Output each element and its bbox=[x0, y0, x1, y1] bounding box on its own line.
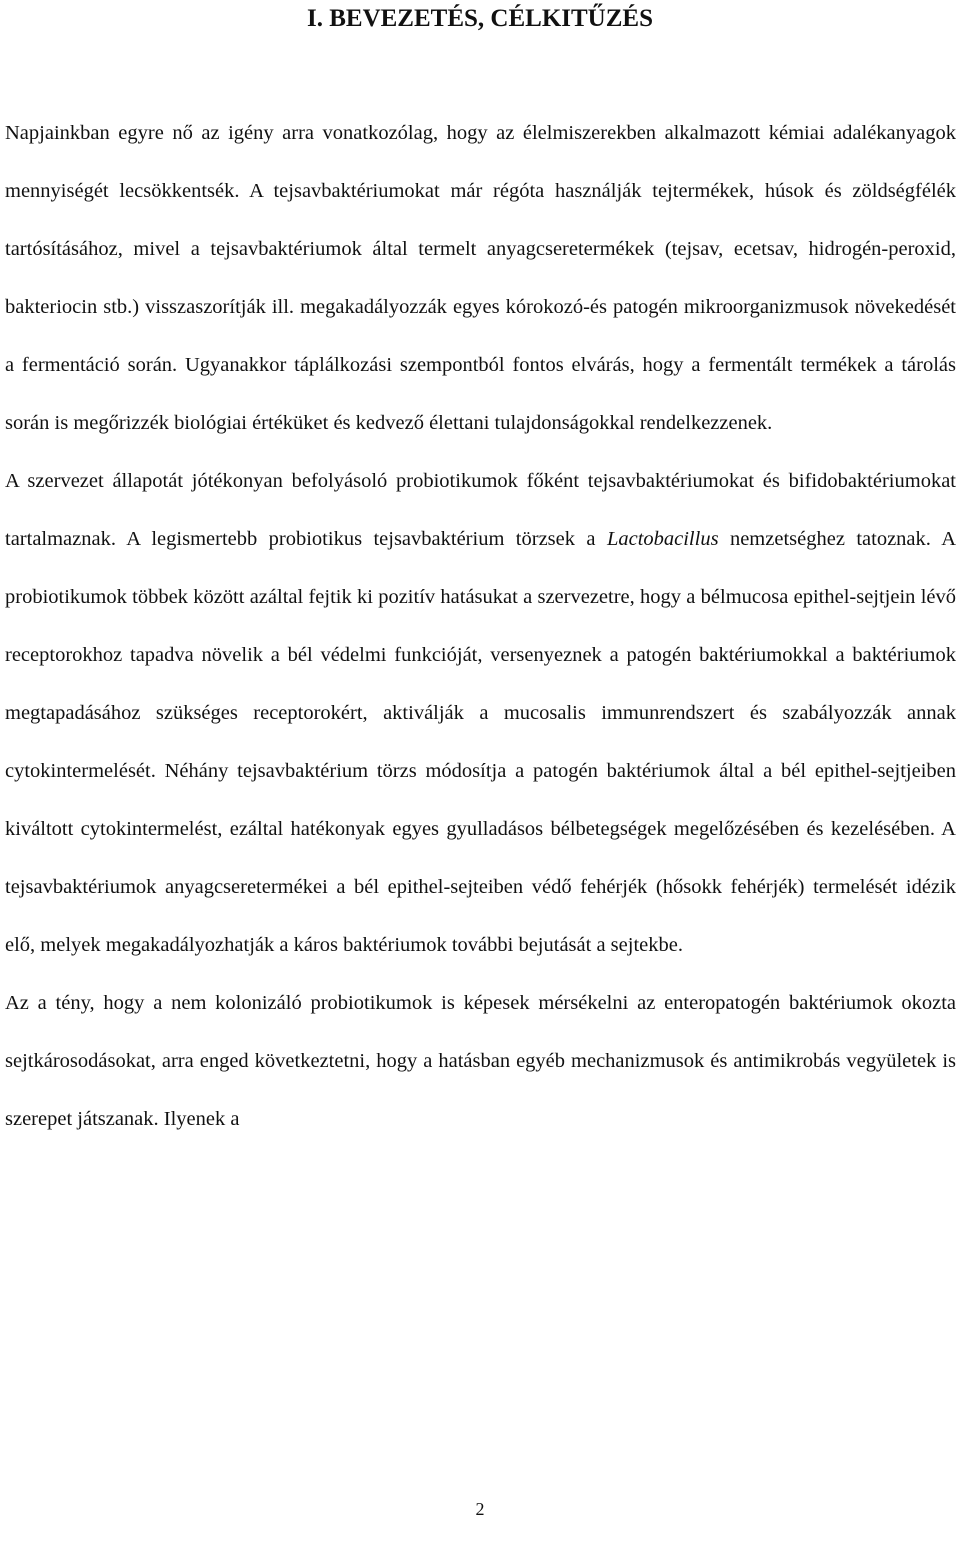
page-number: 2 bbox=[475, 1499, 485, 1519]
paragraph-1-text: Napjainkban egyre nő az igény arra vonatkozólag, hogy az élelmiszerekben alkalmazott kémiai adalékanyagok mennyiségét lecsökkentsék. A tejsavbaktériumokat már régóta használják tejtermékek, húsok és zöldségfélék tartósításához, mivel a tejsavbaktériumok által termelt anyagcseretermékek (tejsav, ecetsav, hidrogén-peroxid, bakteriocin stb.) visszaszorítják ill. megakadályozzák egyes kórokozó-és patogén mikroorganizmusok növekedését a fermentáció során. Ugyanakkor táplálkozási szempontból fontos elvárás, hogy a fermentált termékek a tárolás során is megőrizzék biológiai értéküket és kedvező élettani tulajdonságokkal rendelkezzenek. bbox=[5, 122, 956, 434]
paragraph-3 bbox=[5, 974, 956, 1148]
paragraph-2-text-rest: nemzetséghez tatoznak. A probiotikumok többek között azáltal fejtik ki pozitív hatásukat a szervezetre, hogy a bélmucosa epithel-sejtjein lévő receptorokhoz tapadva növelik a bél védelmi funkcióját, versenyeznek a patogén baktériumokkal a baktériumok megtapadásához szükséges receptorokért, aktiválják a mucosalis immunrendszert és szabályozzák annak cytokintermelését. Néhány tejsavbaktérium törzs módosítja a patogén baktériumok által a bél epithel-sejtjeiben kiváltott cytokintermelést, ezáltal hatékonyak egyes gyulladásos bélbetegségek megelőzésében és kezelésében. A tejsavbaktériumok anyagcseretermékei a bél epithel-sejteiben védő fehérjék (hősokk fehérjék) termelését idézik elő, melyek megakadályozhatják a káros baktériumok további bejutását a sejtekbe. bbox=[5, 528, 956, 956]
paragraph-3-text: Az a tény, hogy a nem kolonizáló probiotikumok is képesek mérsékelni az enteropatogén baktériumok okozta sejtkárosodásokat, arra enged következtetni, hogy a hatásban egyéb mechanizmusok és antimikrobás vegyületek is szerepet játszanak. Ilyenek a bbox=[5, 992, 956, 1130]
chapter-title: I. BEVEZETÉS, CÉLKITŰZÉS bbox=[307, 5, 653, 32]
body-text bbox=[5, 104, 956, 1148]
paragraph-2-text-start: A szervezet állapotát jótékonyan befolyásoló probiotikumok főként tejsavbaktériumokat és bifidobaktériumokat tartalmaznak. A legismertebb probiotikus tejsavbaktérium törzsek a bbox=[5, 470, 956, 550]
paragraph-1 bbox=[5, 104, 956, 452]
genus-name-italic: Lactobacillus bbox=[606, 528, 719, 550]
paragraph-2 bbox=[5, 452, 956, 974]
